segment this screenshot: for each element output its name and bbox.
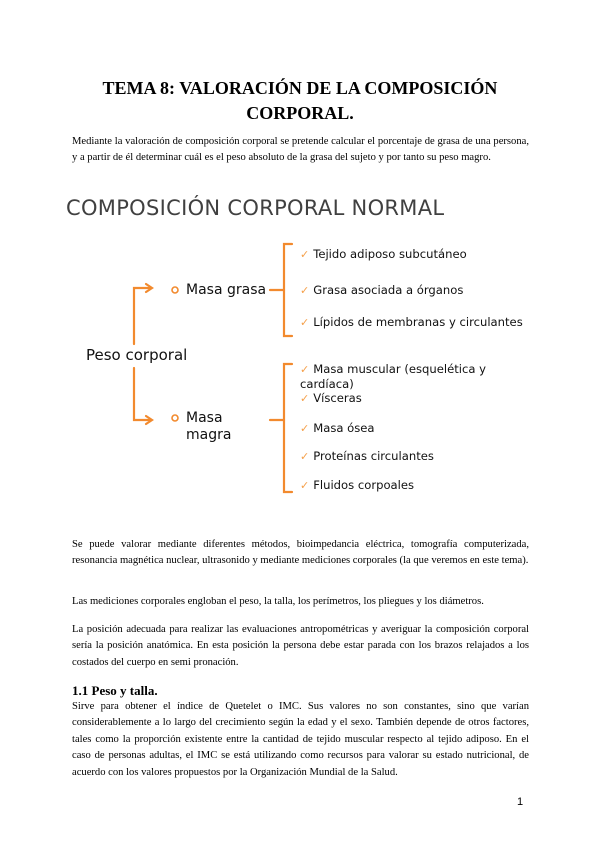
diagram-root-label: Peso corporal <box>86 346 188 364</box>
leaf-tejido-adiposo: ✓ Tejido adiposo subcutáneo <box>300 247 467 261</box>
root-bracket <box>134 288 150 344</box>
check-icon: ✓ <box>300 248 310 261</box>
branch-masa-magra-line2: magra <box>186 427 232 443</box>
leaf-fluidos: ✓ Fluidos corpoales <box>300 478 415 492</box>
composition-diagram <box>62 192 542 510</box>
check-icon: ✓ <box>300 392 310 405</box>
bracket-grasa <box>284 244 292 336</box>
section-heading: 1.1 Peso y talla. <box>72 683 158 698</box>
check-icon: ✓ <box>300 422 310 435</box>
leaf-proteinas: ✓ Proteínas circulantes <box>300 449 434 463</box>
diagram-title: COMPOSICIÓN CORPORAL NORMAL <box>66 196 445 220</box>
position-paragraph: La posición adecuada para realizar las evaluaciones antropométricas y averiguar la composición corporal sería la posición anatómica. En esta posición la persona debe estar parada con los brazos relajados a los costados del cuerpo en semi pronación. <box>72 624 529 668</box>
check-icon: ✓ <box>300 284 310 297</box>
page-number: 1 <box>517 796 524 808</box>
root-bracket-lower <box>134 368 150 420</box>
check-icon: ✓ <box>300 450 310 463</box>
methods-paragraph: Se puede valorar mediante diferentes métodos, bioimpedancia eléctrica, tomografía computerizada, resonancia magnética nuclear, ultrasonido y mediante mediciones corporales (la que veremos en este tema). <box>72 539 529 567</box>
branch-masa-magra-line1: Masa <box>186 410 223 426</box>
bullet-magra <box>172 415 178 421</box>
branch-masa-grasa: Masa grasa <box>186 282 267 298</box>
measurements-paragraph: Las mediciones corporales engloban el peso, la talla, los perímetros, los pliegues y los diámetros. <box>72 596 484 607</box>
document-title <box>60 76 540 126</box>
check-icon: ✓ <box>300 316 310 329</box>
leaf-visceras: ✓ Vísceras <box>300 391 362 405</box>
leaf-masa-muscular: ✓ Masa muscular (esquelética y cardíaca) <box>300 362 487 391</box>
leaf-grasa-organos: ✓ Grasa asociada a órganos <box>300 283 464 297</box>
imc-paragraph: Sirve para obtener el índice de Quetelet o IMC. Sus valores no son constantes, sino que varían considerablemente a lo largo del crecimiento según la edad y el sexo. También depende de otros factores, tales como la proporción existente entre la cantidad de tejido muscular respecto al tejido adiposo. En el caso de personas adultas, el IMC se está utilizando como recursos para valorar su estado nutricional, de acuerdo con los valores propuestos por la Organización Mundial de la Salud. <box>72 701 529 778</box>
check-icon: ✓ <box>300 363 310 376</box>
intro-paragraph: Mediante la valoración de composición corporal se pretende calcular el porcentaje de grasa de una persona, y a partir de él determinar cuál es el peso absoluto de la grasa del sujeto y por tanto su peso magro. <box>72 136 529 164</box>
bullet-grasa <box>172 287 178 293</box>
title-line-2: CORPORAL. <box>246 103 354 123</box>
branch-masa-magra <box>186 410 231 444</box>
check-icon: ✓ <box>300 479 310 492</box>
title-line-1: TEMA 8: VALORACIÓN DE LA COMPOSICIÓN <box>102 78 498 98</box>
leaf-masa-osea: ✓ Masa ósea <box>300 421 375 435</box>
leaf-lipidos: ✓ Lípidos de membranas y circulantes <box>300 315 523 329</box>
bracket-magra <box>284 364 292 492</box>
